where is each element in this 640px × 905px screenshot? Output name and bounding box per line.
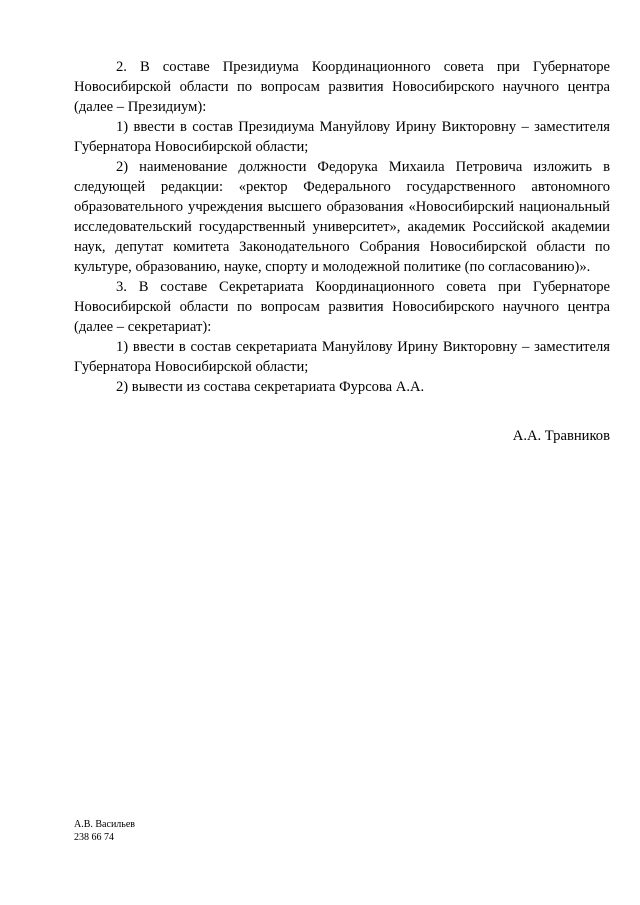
paragraph-presidium-section: 2. В составе Президиума Координационного совета при Губернаторе Новосибирской области по вопросам развития Новосибирского научного центра (далее – Президиум): bbox=[74, 59, 610, 115]
footer-contact bbox=[74, 818, 135, 844]
paragraph-presidium-add-member: 1) ввести в состав Президиума Мануйлову Ирину Викторовну – заместителя Губернатора Новосибирской области; bbox=[74, 119, 610, 155]
footer-phone: 238 66 74 bbox=[74, 832, 114, 843]
document-body bbox=[74, 57, 610, 397]
paragraph-secretariat-remove-member: 2) вывести из состава секретариата Фурсова А.А. bbox=[116, 379, 425, 395]
paragraph-secretariat-section: 3. В составе Секретариата Координационного совета при Губернаторе Новосибирской области по вопросам развития Новосибирского научного центра (далее – секретариат): bbox=[74, 279, 610, 335]
footer-author: А.В. Васильев bbox=[74, 819, 136, 830]
signature-name: А.А. Травников bbox=[512, 428, 610, 444]
paragraph-secretariat-add-member: 1) ввести в состав секретариата Мануйлову Ирину Викторовну – заместителя Губернатора Новосибирской области; bbox=[74, 339, 610, 375]
paragraph-presidium-rename-position: 2) наименование должности Федорука Михаила Петровича изложить в следующей редакции: «ректор Федерального государственного автономного образовательного учреждения высшего образования «Новосибирский национальный исследовательский государственный университет», академик Российской академии наук, депутат комитета Законодательного Собрания Новосибирской области по культуре, образованию, науке, спорту и молодежной политике (по согласованию)». bbox=[74, 159, 610, 275]
